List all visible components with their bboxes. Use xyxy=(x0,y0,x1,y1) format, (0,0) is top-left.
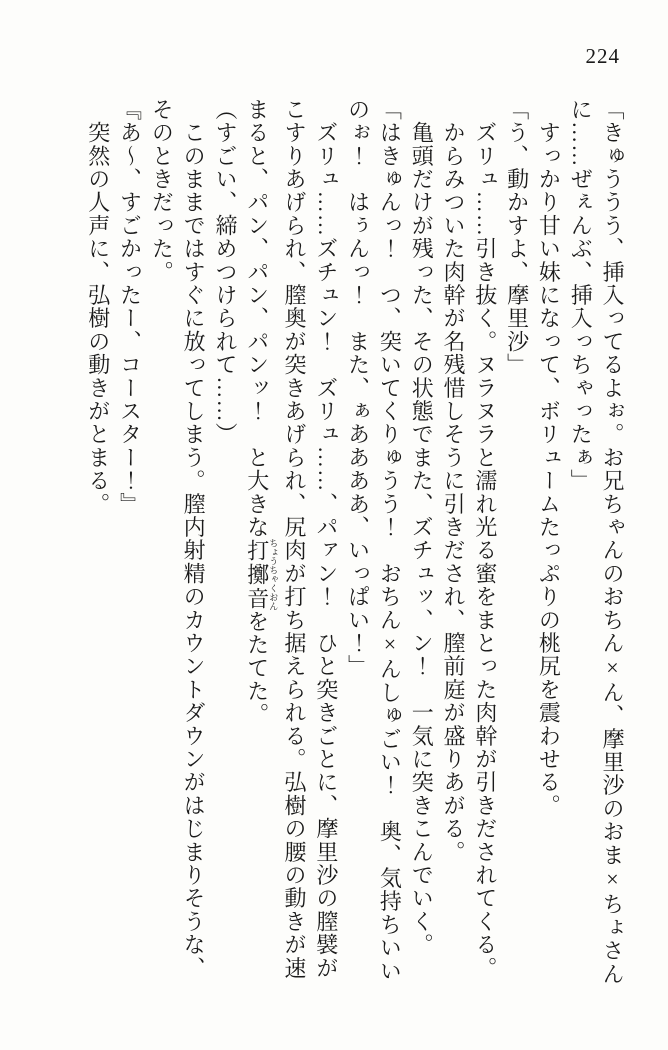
text-line: 「きゅううう、挿入ってるよぉ。お兄ちゃんのおちん×ん、摩里沙のおま×ちょさん xyxy=(600,98,625,986)
text-line: 『あ〜、すごかったー、コースター！』 xyxy=(117,98,143,516)
page-number: 224 xyxy=(585,44,620,68)
text-line: 突然の人声に、弘樹の動きがとまる。 xyxy=(85,98,111,516)
text-line: 「う、動かすよ、摩里沙」 xyxy=(504,98,530,377)
text-line: そのときだった。 xyxy=(149,98,175,284)
text-block xyxy=(83,98,628,1013)
text-line: のぉ！ はぅんっ！ また、ぁああああ、いっぱい！」 xyxy=(345,98,371,678)
furigana-ruby: 打擲音ちょうちゃくおん xyxy=(244,538,279,611)
text-line: 亀頭だけが残った、その状態でまた、ズチュッ、ン！ 一気に突きこんでいく。 xyxy=(409,98,435,957)
text-line: すっかり甘い妹になって、ボリュームたっぷりの桃尻を震わせる。 xyxy=(536,98,562,818)
text-line: に……ぜぇんぶ、挿入っちゃったぁ」 xyxy=(568,98,594,493)
text-line: からみついた肉幹が名残惜しそうに引きだされ、膣前庭が盛りあがる。 xyxy=(441,98,467,864)
text-line: ズリュ……引き抜く。ヌラヌラと濡れ光る蜜をまとった肉幹が引きだされてくる。 xyxy=(472,98,498,980)
text-line: 「はきゅんっ！ つ、突いてくりゅうう！ おちん×んしゅごい！ 奥、気持ちいい xyxy=(377,98,403,983)
text-line: こすりあげられ、膣奥が突きあげられ、尻肉が打ち据えられる。弘樹の腰の動きが速 xyxy=(282,98,308,980)
text-line: このままではすぐに放ってしまう。膣内射精のカウントダウンがはじまりそうな、 xyxy=(181,98,207,980)
text-line: まると、パン、パン、パンッ！ と大きな打擲音ちょうちゃくおんをたてた。 xyxy=(244,98,279,727)
text-line: ズリュ……ズチュン！ ズリュ……、パァン！ ひと突きごとに、摩里沙の膣襞が xyxy=(313,98,339,980)
text-line: （すごい、締めつけられて……） xyxy=(212,98,238,446)
